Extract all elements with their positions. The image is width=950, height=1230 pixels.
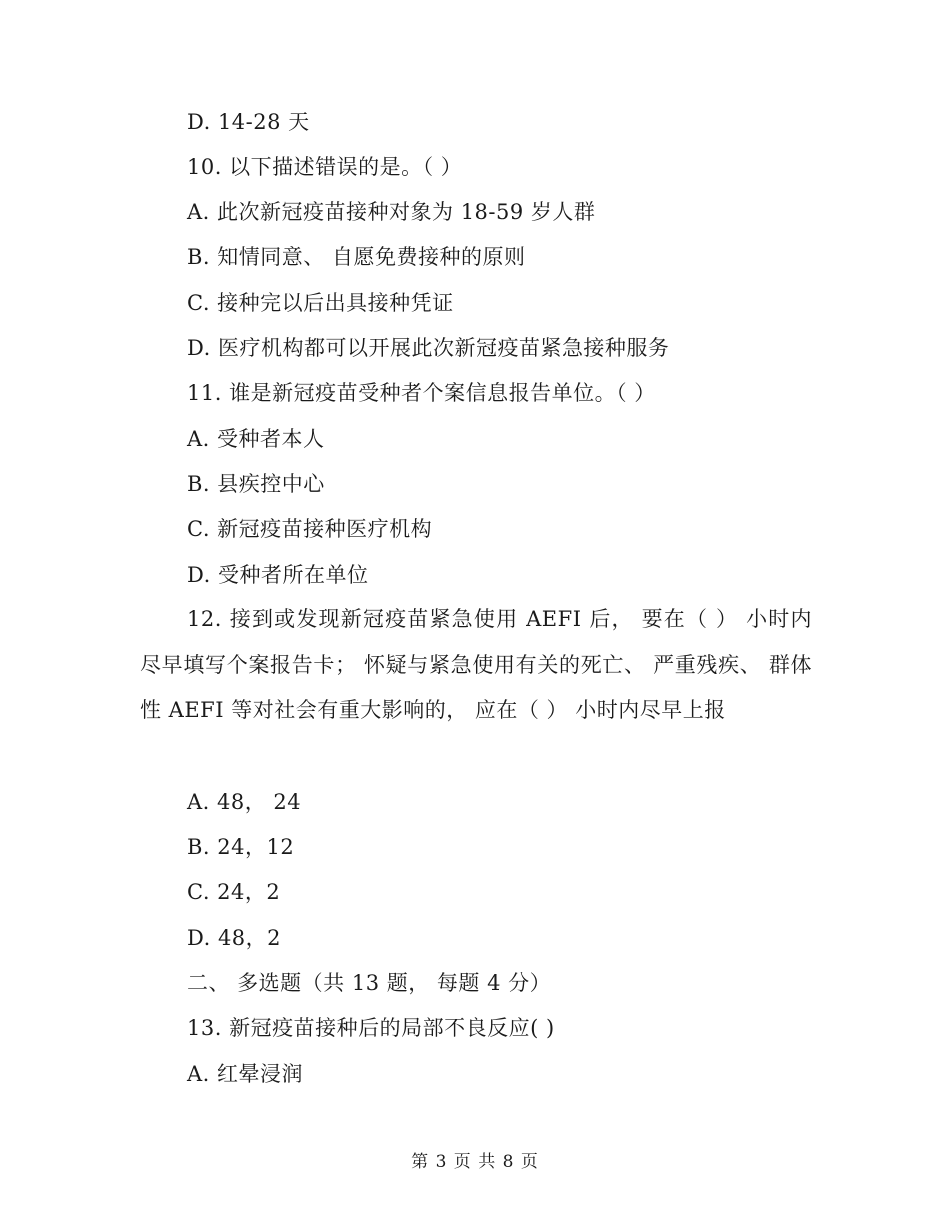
q11-option-b: B. 县疾控中心 xyxy=(187,472,325,496)
q10-option-a: A. 此次新冠疫苗接种对象为 18-59 岁人群 xyxy=(187,200,596,224)
q11-option-c: C. 新冠疫苗接种医疗机构 xyxy=(187,517,433,541)
q10-option-d: D. 医疗机构都可以开展此次新冠疫苗紧急接种服务 xyxy=(187,336,670,360)
q12-stem: 12. 接到或发现新冠疫苗紧急使用 AEFI 后， 要在（ ） 小时内尽早填写个案报告卡； 怀疑与紧急使用有关的死亡、 严重残疾、 群体性 AEFI 等对社会有重大影响的， 应在（ ） 小时内尽早上报 xyxy=(140,607,812,722)
q13-stem: 13. 新冠疫苗接种后的局部不良反应( ) xyxy=(187,1016,555,1040)
q10-stem: 10. 以下描述错误的是。（ ） xyxy=(187,155,463,179)
q12-option-b: B. 24，12 xyxy=(187,835,295,859)
q12-option-d: D. 48，2 xyxy=(187,926,282,950)
section-heading-multiple-choice: 二、 多选题（共 13 题， 每题 4 分） xyxy=(187,971,552,995)
page-footer: 第 3 页 共 8 页 xyxy=(411,1152,539,1172)
q12-option-c: C. 24，2 xyxy=(187,880,281,904)
q11-stem: 11. 谁是新冠疫苗受种者个案信息报告单位。（ ） xyxy=(187,381,656,405)
q12-option-a: A. 48， 24 xyxy=(187,790,302,814)
q11-option-a: A. 受种者本人 xyxy=(187,427,325,451)
q10-option-c: C. 接种完以后出具接种凭证 xyxy=(187,291,454,315)
q10-option-b: B. 知情同意、 自愿免费接种的原则 xyxy=(187,245,526,269)
q9-option-d: D. 14-28 天 xyxy=(187,110,310,134)
q11-option-d: D. 受种者所在单位 xyxy=(187,563,369,587)
q13-option-a: A. 红晕浸润 xyxy=(187,1062,304,1086)
